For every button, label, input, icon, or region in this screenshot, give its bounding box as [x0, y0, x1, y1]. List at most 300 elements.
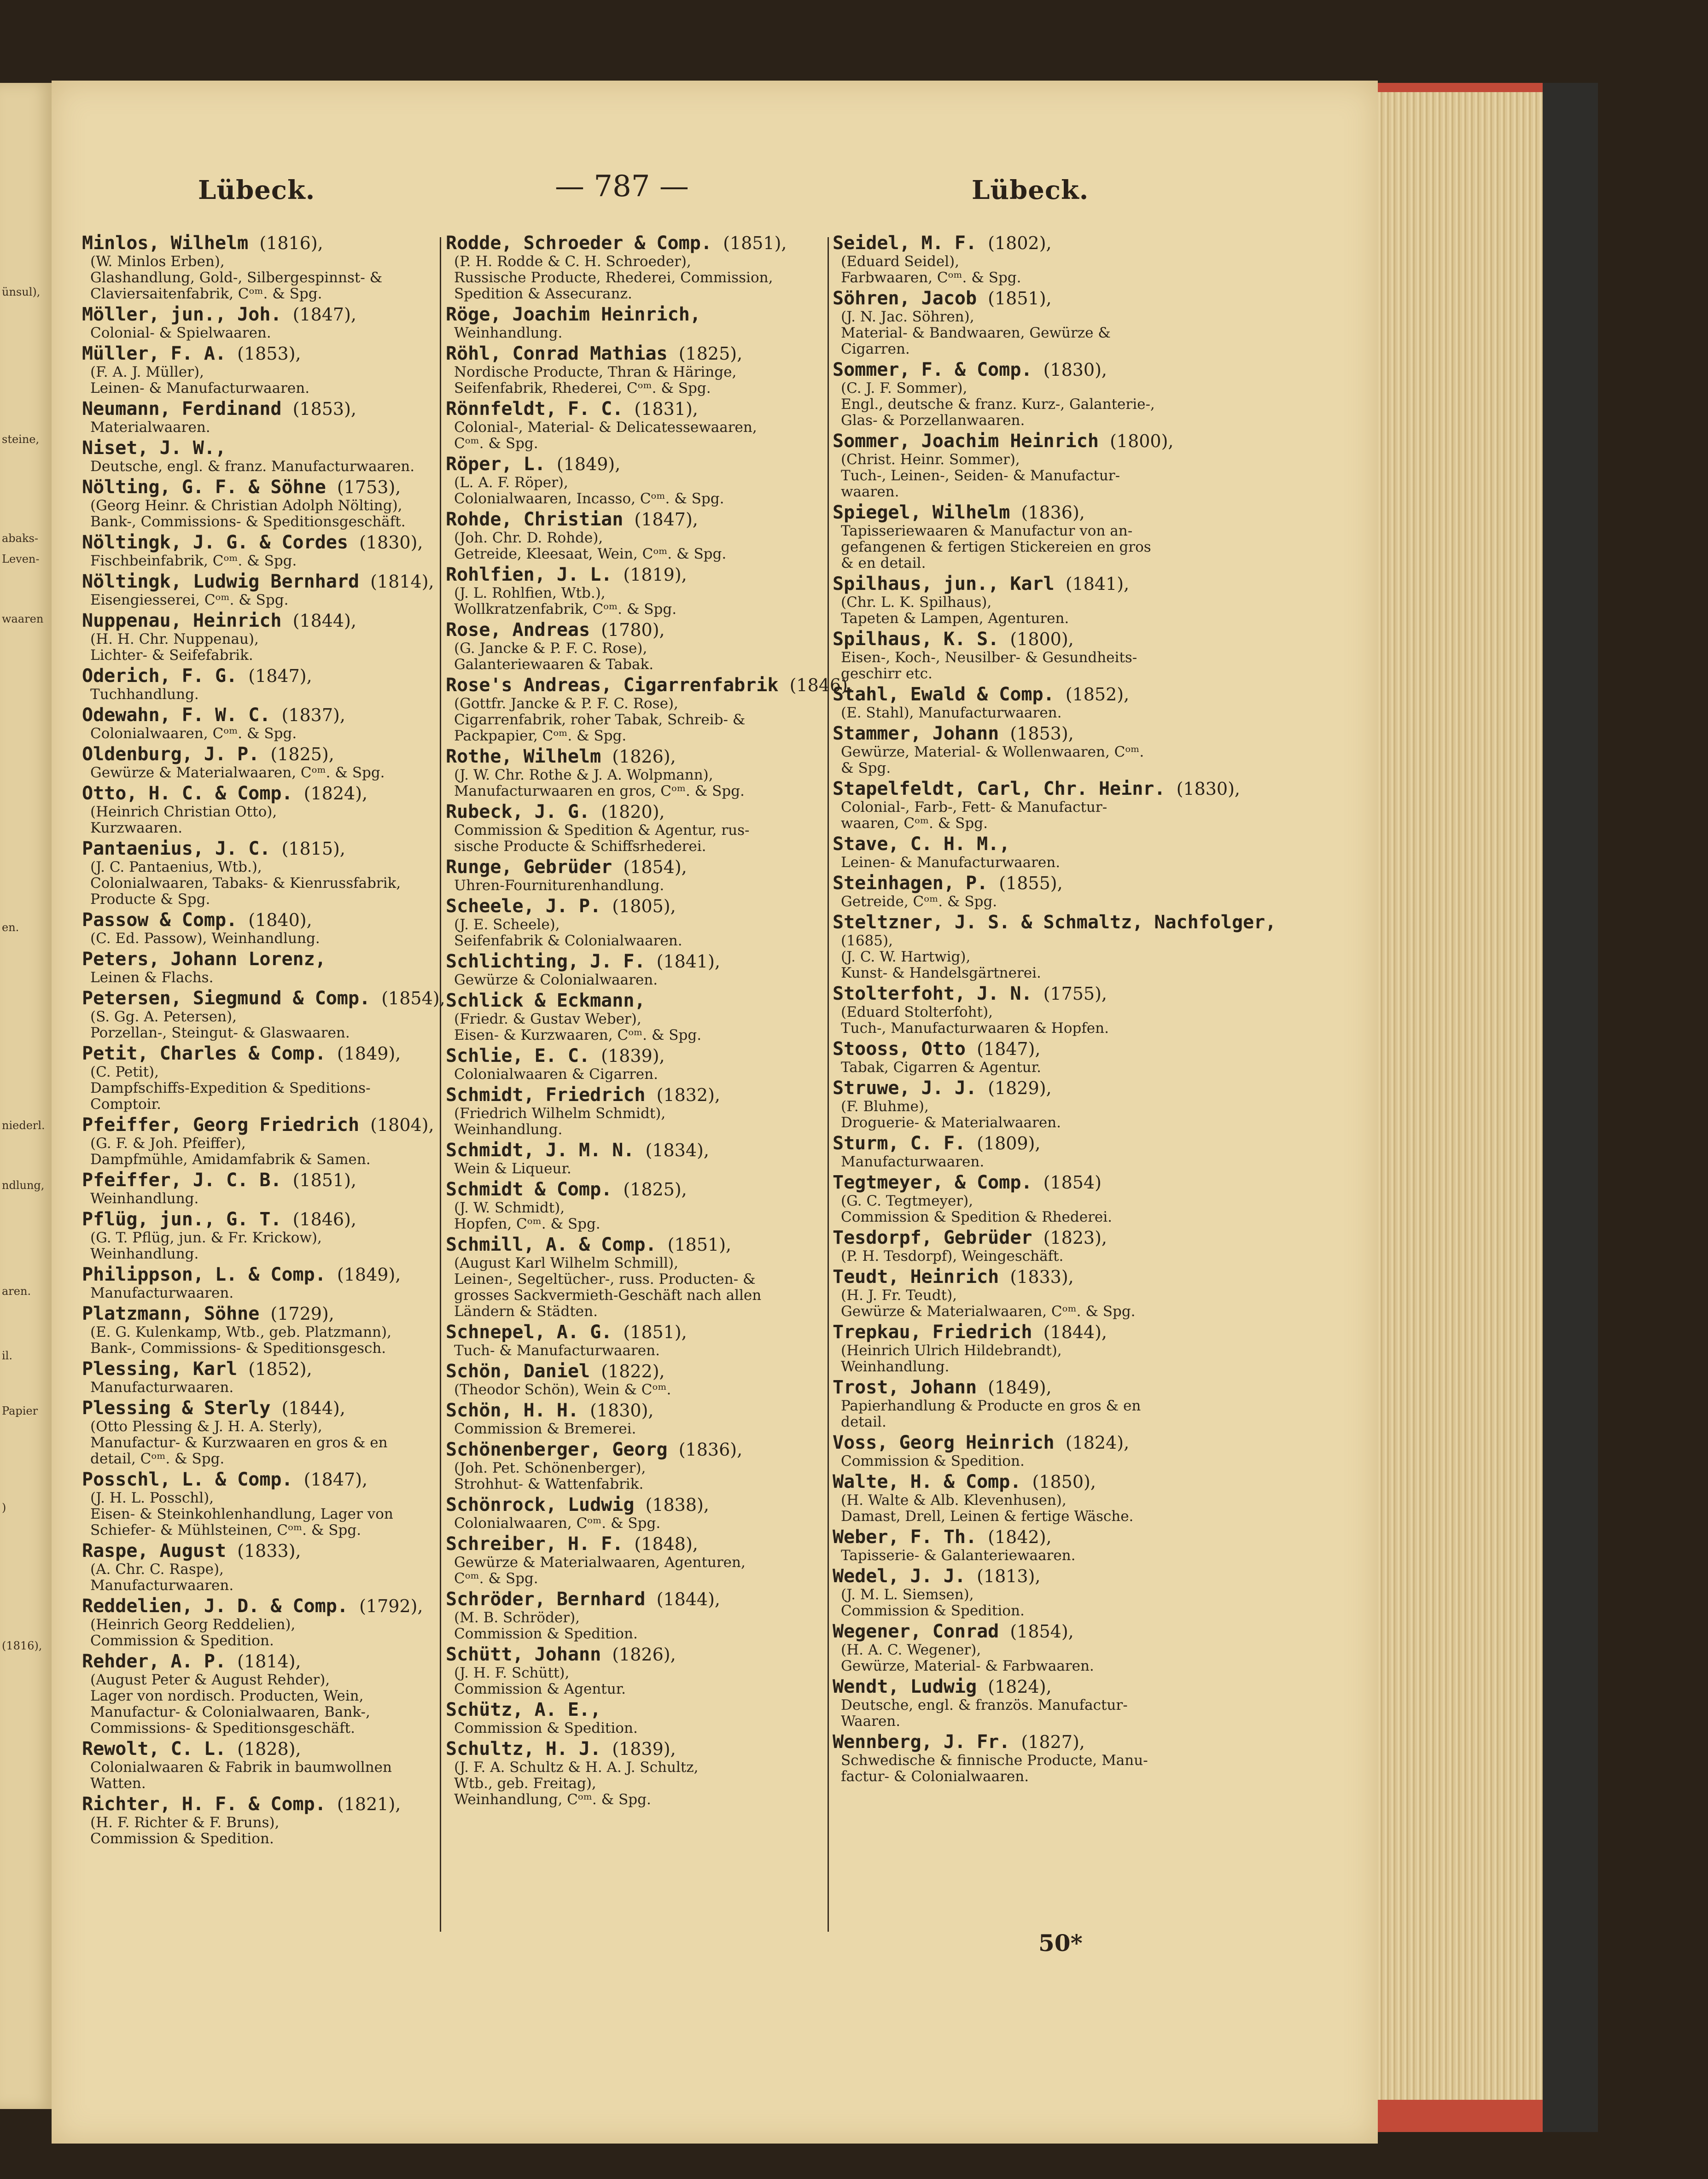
- firm-name: Schütt, Johann: [446, 1644, 601, 1665]
- entry-detail: Seifenfabrik & Colonialwaaren.: [454, 932, 682, 949]
- entry-detail: Hopfen, Cᵒᵐ. & Spg.: [454, 1216, 600, 1232]
- firm-name: Rose's Andreas, Cigarrenfabrik: [446, 675, 779, 696]
- entry-detail: (C. Petit),: [90, 1064, 159, 1080]
- entry-detail: Kurzwaaren.: [90, 820, 183, 836]
- directory-entry: [446, 1589, 823, 1642]
- directory-entry: [446, 343, 823, 396]
- directory-entry: [82, 783, 437, 836]
- entry-detail: Leinen- & Manufacturwaaren.: [841, 854, 1061, 871]
- entry-detail: Gewürze & Materialwaaren, Cᵒᵐ. & Spg.: [841, 1303, 1136, 1320]
- entry-detail: (J. M. L. Siemsen),: [841, 1586, 974, 1603]
- firm-name: Nöltingk, Ludwig Bernhard: [82, 571, 360, 592]
- entry-name: [833, 873, 1219, 894]
- directory-entry: [82, 437, 437, 475]
- founding-year: (1842),: [988, 1527, 1052, 1547]
- directory-entry: [833, 1432, 1219, 1469]
- entry-detail: Gewürze & Colonialwaaren.: [454, 972, 658, 988]
- entry-detail: Cigarren.: [841, 341, 910, 357]
- entry-detail: Uhren-Fourniturenhandlung.: [454, 877, 665, 894]
- entry-name: [833, 1322, 1219, 1343]
- founding-year: (1849),: [337, 1264, 401, 1285]
- entry-detail: Deutsche, engl. & französ. Manufactur-: [841, 1697, 1128, 1713]
- entry-detail: & en detail.: [841, 555, 926, 571]
- entry-detail: (Eduard Seidel),: [841, 253, 960, 270]
- directory-entry: [82, 571, 437, 608]
- directory-entry: [82, 343, 437, 396]
- entry-name: [833, 723, 1219, 744]
- entry-detail: Commission & Spedition.: [454, 1626, 638, 1642]
- directory-entry: [446, 801, 823, 855]
- left-page-sliver: [0, 83, 54, 2109]
- founding-year: (1800),: [1110, 431, 1174, 451]
- entry-detail: waaren, Cᵒᵐ. & Spg.: [841, 815, 988, 832]
- founding-year: (1800),: [1010, 629, 1074, 649]
- entry-detail: Manufacturwaaren.: [90, 1379, 234, 1396]
- entry-name: [446, 1699, 823, 1720]
- firm-name: Trepkau, Friedrich: [833, 1322, 1032, 1343]
- firm-name: Schultz, H. J.: [446, 1738, 601, 1760]
- entry-name: [833, 1731, 1219, 1753]
- entry-detail: Wein & Liqueur.: [454, 1160, 571, 1177]
- entry-name: [82, 1738, 437, 1760]
- firm-name: Otto, H. C. & Comp.: [82, 783, 293, 804]
- founding-year: (1844),: [292, 611, 357, 631]
- entry-detail: (H. H. Chr. Nuppenau),: [90, 631, 259, 647]
- entry-name: [82, 610, 437, 631]
- entry-detail: Dampfmühle, Amidamfabrik & Samen.: [90, 1151, 371, 1168]
- entry-detail: (Joh. Chr. D. Rohde),: [454, 530, 603, 546]
- entry-name: [833, 1266, 1219, 1288]
- entry-name: [446, 1322, 823, 1343]
- directory-entry: [82, 1043, 437, 1113]
- entry-detail: Schwedische & finnische Producte, Manu-: [841, 1752, 1148, 1769]
- entry-detail: geschirr etc.: [841, 665, 933, 682]
- margin-fragment: aren.: [2, 1285, 31, 1298]
- entry-detail: Glas- & Porzellanwaaren.: [841, 412, 1025, 429]
- founding-year: (1847),: [977, 1039, 1041, 1059]
- entry-detail: Packpapier, Cᵒᵐ. & Spg.: [454, 728, 627, 744]
- entry-detail: (E. G. Kulenkamp, Wtb., geb. Platzmann),: [90, 1324, 391, 1340]
- firm-name: Röper, L.: [446, 454, 546, 475]
- firm-name: Plessing & Sterly: [82, 1398, 271, 1419]
- firm-name: Schönenberger, Georg: [446, 1439, 668, 1460]
- entry-detail: Commission & Spedition & Agentur, rus-: [454, 822, 750, 839]
- entry-detail: Leinen & Flachs.: [90, 969, 214, 986]
- entry-name: [446, 1140, 823, 1161]
- firm-name: Schlie, E. C.: [446, 1045, 590, 1066]
- page-number: — 787 —: [555, 169, 689, 204]
- entry-detail: Fischbeinfabrik, Cᵒᵐ. & Spg.: [90, 553, 297, 569]
- firm-name: Schlick & Eckmann,: [446, 990, 646, 1011]
- entry-detail: Tapeten & Lampen, Agenturen.: [841, 610, 1069, 627]
- firm-name: Pflüg, jun., G. T.: [82, 1209, 282, 1230]
- directory-entry: [833, 1133, 1219, 1170]
- directory-entry: [446, 619, 823, 673]
- entry-detail: factur- & Colonialwaaren.: [841, 1768, 1029, 1785]
- entry-detail: (W. Minlos Erben),: [90, 253, 225, 270]
- firm-name: Voss, Georg Heinrich: [833, 1432, 1055, 1453]
- entry-name: [833, 502, 1219, 523]
- header-right: Lübeck.: [972, 175, 1089, 205]
- entry-name: [446, 619, 823, 641]
- entry-detail: Bank-, Commissions- & Speditionsgesch.: [90, 1340, 386, 1357]
- founding-year: (1792),: [359, 1596, 423, 1616]
- margin-fragment: en.: [2, 921, 19, 934]
- entry-detail: Wtb., geb. Freitag),: [454, 1775, 596, 1792]
- entry-name: [82, 1596, 437, 1617]
- entry-detail: (J. W. Chr. Rothe & J. A. Wolpmann),: [454, 767, 713, 783]
- firm-name: Schreiber, H. F.: [446, 1533, 624, 1555]
- firm-name: Walte, H. & Comp.: [833, 1471, 1021, 1492]
- entry-detail: Commission & Bremerei.: [454, 1421, 636, 1437]
- entry-detail: (Heinrich Georg Reddelien),: [90, 1616, 296, 1633]
- directory-entry: [446, 1234, 823, 1320]
- entry-detail: Colonialwaaren, Cᵒᵐ. & Spg.: [454, 1515, 661, 1532]
- firm-name: Wedel, J. J.: [833, 1566, 966, 1587]
- directory-entry: [833, 1266, 1219, 1320]
- directory-entry: [833, 723, 1219, 776]
- founding-year: (1829),: [988, 1078, 1052, 1098]
- directory-entry: [82, 909, 437, 947]
- founding-year: (1840),: [248, 910, 312, 930]
- entry-name: [446, 896, 823, 917]
- entry-detail: (Heinrich Ulrich Hildebrandt),: [841, 1342, 1062, 1359]
- entry-name: [82, 1303, 437, 1324]
- entry-detail: Russische Producte, Rhederei, Commission,: [454, 269, 773, 286]
- margin-fragment: Papier: [2, 1404, 38, 1417]
- firm-name: Schön, H. H.: [446, 1400, 579, 1421]
- entry-name: [82, 988, 445, 1009]
- entry-detail: Commission & Spedition.: [90, 1830, 274, 1847]
- founding-year: (1825),: [623, 1179, 687, 1200]
- directory-entry: [446, 454, 823, 507]
- firm-name: Minlos, Wilhelm: [82, 233, 249, 254]
- firm-name: Schmidt, Friedrich: [446, 1084, 646, 1106]
- entry-detail: Nordische Producte, Thran & Häringe,: [454, 364, 737, 380]
- firm-name: Stapelfeldt, Carl, Chr. Heinr.: [833, 778, 1166, 799]
- firm-name: Platzmann, Söhne: [82, 1303, 260, 1324]
- founding-year: (1841),: [1065, 574, 1130, 594]
- entry-detail: (G. T. Pflüg, jun. & Fr. Krickow),: [90, 1229, 322, 1246]
- entry-detail: Weinhandlung.: [841, 1358, 950, 1375]
- entry-name: [446, 1400, 823, 1421]
- directory-entry: [446, 675, 853, 744]
- directory-entry: [446, 951, 823, 988]
- entry-detail: Manufacturwaaren en gros, Cᵒᵐ. & Spg.: [454, 783, 745, 799]
- entry-detail: (Otto Plessing & J. H. A. Sterly),: [90, 1418, 322, 1435]
- firm-name: Pfeiffer, Georg Friedrich: [82, 1114, 360, 1136]
- book-spine: [1543, 83, 1598, 2132]
- directory-entry: [446, 1084, 823, 1138]
- entry-name: [82, 437, 437, 459]
- founding-year: (1824),: [988, 1677, 1052, 1697]
- entry-detail: (C. J. F. Sommer),: [841, 380, 968, 396]
- entry-detail: Manufacturwaaren.: [841, 1154, 985, 1170]
- entry-name: [833, 1566, 1219, 1587]
- firm-name: Sommer, F. & Comp.: [833, 359, 1032, 380]
- entry-detail: Damast, Drell, Leinen & fertige Wäsche.: [841, 1508, 1134, 1525]
- directory-entry: [833, 1227, 1219, 1264]
- firm-name: Wendt, Ludwig: [833, 1676, 977, 1697]
- entry-detail: Porzellan-, Steingut- & Glaswaaren.: [90, 1025, 350, 1041]
- entry-detail: & Spg.: [841, 760, 891, 776]
- entry-name: [446, 304, 823, 325]
- entry-detail: Weinhandlung.: [90, 1190, 199, 1207]
- entry-detail: (Friedr. & Gustav Weber),: [454, 1011, 641, 1027]
- entry-detail: (H. Walte & Alb. Klevenhusen),: [841, 1492, 1067, 1509]
- entry-detail: gefangenen & fertigen Stickereien en gros: [841, 539, 1151, 555]
- directory-entry: [446, 1400, 823, 1437]
- entry-detail: (Joh. Pet. Schönenberger),: [454, 1460, 646, 1476]
- directory-entry: [82, 1264, 437, 1301]
- founding-year: (1838),: [645, 1495, 709, 1515]
- entry-detail: (F. A. J. Müller),: [90, 364, 204, 380]
- margin-fragment: waaren: [2, 612, 44, 625]
- firm-name: Tesdorpf, Gebrüder: [833, 1227, 1032, 1248]
- entry-name: [446, 233, 823, 254]
- margin-fragment: ndlung,: [2, 1179, 45, 1192]
- founding-year: (1729),: [270, 1304, 334, 1324]
- founding-year: (1847),: [303, 1469, 368, 1490]
- entry-detail: waaren.: [841, 484, 899, 500]
- founding-year: (1851),: [667, 1235, 732, 1255]
- founding-year: (1854),: [623, 857, 687, 877]
- directory-entry: [833, 288, 1219, 357]
- directory-column-2: [446, 233, 853, 1810]
- directory-entry: [82, 304, 437, 341]
- entry-detail: Gewürze & Materialwaaren, Agenturen,: [454, 1554, 746, 1571]
- signature-mark: 50*: [1038, 1929, 1083, 1957]
- entry-detail: Lager von nordisch. Producten, Wein,: [90, 1688, 364, 1704]
- entry-name: [833, 1172, 1219, 1193]
- margin-fragment: (1816),: [2, 1639, 42, 1652]
- entry-name: [833, 629, 1219, 650]
- entry-name: [446, 856, 823, 878]
- founding-year: (1853),: [292, 399, 357, 419]
- entry-detail: (A. Chr. C. Raspe),: [90, 1561, 224, 1578]
- founding-year: (1855),: [999, 873, 1063, 893]
- directory-entry: [833, 1566, 1219, 1619]
- entry-detail: Bank-, Commissions- & Speditionsgeschäft.: [90, 513, 406, 530]
- directory-entry: [82, 1651, 437, 1736]
- entry-name: [833, 833, 1219, 855]
- entry-name: [446, 675, 853, 696]
- entry-detail: (Gottfr. Jancke & P. F. C. Rose),: [454, 695, 678, 712]
- directory-entry: [833, 983, 1219, 1037]
- entry-detail: Commission & Spedition.: [454, 1720, 638, 1736]
- entry-detail: Eisen- & Kurzwaaren, Cᵒᵐ. & Spg.: [454, 1027, 702, 1043]
- entry-detail: Tuch-, Leinen-, Seiden- & Manufactur-: [841, 467, 1120, 484]
- entry-name: [82, 949, 437, 970]
- founding-year: (1802),: [988, 233, 1052, 253]
- entry-detail: (Christ. Heinr. Sommer),: [841, 451, 1020, 468]
- entry-detail: Colonial-, Material- & Delicatessewaaren,: [454, 419, 757, 436]
- founding-year: (1833),: [1010, 1267, 1074, 1287]
- directory-entry: [82, 1358, 437, 1396]
- entry-detail: (H. J. Fr. Teudt),: [841, 1287, 957, 1304]
- entry-detail: (Heinrich Christian Otto),: [90, 804, 277, 820]
- firm-name: Spiegel, Wilhelm: [833, 502, 1010, 523]
- founding-year: (1828),: [237, 1739, 301, 1759]
- entry-name: [446, 564, 823, 585]
- entry-detail: (Eduard Stolterfoht),: [841, 1004, 993, 1020]
- entry-name: [82, 571, 437, 592]
- entry-name: [446, 1234, 823, 1255]
- directory-entry: [833, 573, 1219, 627]
- directory-entry: [446, 1699, 823, 1736]
- directory-entry: [82, 665, 437, 703]
- firm-name: Söhren, Jacob: [833, 288, 977, 309]
- firm-name: Raspe, August: [82, 1540, 227, 1561]
- entry-detail: Manufactur- & Colonialwaaren, Bank-,: [90, 1704, 370, 1720]
- founding-year: (1836),: [1021, 502, 1085, 523]
- directory-entry: [446, 398, 823, 452]
- founding-year: (1851),: [723, 233, 787, 253]
- entry-name: [833, 778, 1240, 799]
- founding-year: (1830),: [1176, 779, 1240, 799]
- founding-year: (1780),: [601, 620, 665, 640]
- entry-name: [82, 477, 437, 498]
- firm-name: Schütz, A. E.,: [446, 1699, 601, 1720]
- entry-name: [82, 343, 437, 364]
- directory-entry: [446, 304, 823, 341]
- directory-entry: [446, 1322, 823, 1359]
- entry-detail: Materialwaaren.: [90, 419, 210, 436]
- directory-entry: [82, 532, 437, 569]
- entry-detail: Weinhandlung.: [454, 1121, 563, 1138]
- entry-name: [833, 684, 1219, 705]
- page-edges: [1345, 92, 1566, 2100]
- founding-year: (1846),: [789, 675, 853, 695]
- entry-detail: Papierhandlung & Producte en gros & en: [841, 1398, 1141, 1414]
- founding-year: (1823),: [1043, 1228, 1108, 1248]
- directory-entry: [833, 1172, 1219, 1225]
- entry-name: [82, 1651, 437, 1672]
- founding-year: (1816),: [259, 233, 323, 253]
- founding-year: (1809),: [977, 1133, 1041, 1154]
- directory-entry: [833, 431, 1219, 500]
- directory-entry: [82, 233, 437, 302]
- entry-name: [446, 1644, 823, 1665]
- entry-detail: Glashandlung, Gold-, Silbergespinnst- &: [90, 269, 383, 286]
- founding-year: (1755),: [1043, 984, 1108, 1004]
- firm-name: Rehder, A. P.: [82, 1651, 227, 1672]
- entry-name: [833, 1621, 1219, 1642]
- entry-name: [446, 1045, 823, 1066]
- firm-name: Philippson, L. & Comp.: [82, 1264, 326, 1285]
- entry-detail: (August Peter & August Rehder),: [90, 1672, 330, 1688]
- entry-name: [833, 288, 1219, 309]
- entry-detail: Waaren.: [841, 1713, 901, 1730]
- margin-fragment: steine,: [2, 433, 40, 446]
- founding-year: (1830),: [359, 532, 423, 553]
- firm-name: Seidel, M. F.: [833, 233, 977, 254]
- entry-detail: (J. C. Pantaenius, Wtb.),: [90, 859, 262, 875]
- founding-year: (1821),: [337, 1794, 401, 1814]
- firm-name: Spilhaus, K. S.: [833, 629, 999, 650]
- founding-year: (1826),: [612, 1644, 676, 1665]
- directory-entry: [833, 1676, 1219, 1730]
- firm-name: Rohde, Christian: [446, 509, 624, 530]
- entry-detail: Tapisseriewaaren & Manufactur von an-: [841, 523, 1133, 539]
- entry-detail: Colonialwaaren, Cᵒᵐ. & Spg.: [90, 725, 297, 742]
- entry-name: [446, 801, 823, 822]
- directory-entry: [82, 1738, 437, 1792]
- entry-detail: (J. F. A. Schultz & H. A. J. Schultz,: [454, 1759, 699, 1776]
- directory-entry: [833, 1731, 1219, 1785]
- entry-name: [833, 431, 1219, 452]
- directory-entry: [82, 1209, 437, 1262]
- founding-year: (1804),: [370, 1115, 434, 1135]
- directory-entry: [82, 705, 437, 742]
- firm-name: Weber, F. Th.: [833, 1526, 977, 1548]
- entry-name: [82, 909, 437, 931]
- directory-entry: [446, 990, 823, 1043]
- entry-detail: Galanteriewaaren & Tabak.: [454, 656, 654, 673]
- entry-name: [82, 783, 437, 804]
- entry-name: [446, 1738, 823, 1760]
- directory-entry: [446, 856, 823, 894]
- directory-entry: [446, 1738, 823, 1808]
- entry-detail: Weinhandlung.: [90, 1246, 199, 1262]
- entry-name: [446, 509, 823, 530]
- entry-name: [833, 1432, 1219, 1453]
- founding-year: (1836),: [678, 1439, 743, 1460]
- firm-name: Neumann, Ferdinand: [82, 398, 282, 419]
- entry-detail: Getreide, Cᵒᵐ. & Spg.: [841, 893, 997, 910]
- directory-entry: [82, 1303, 437, 1357]
- founding-year: (1852),: [1065, 684, 1130, 705]
- directory-entry: [446, 1140, 823, 1177]
- entry-name: [82, 1209, 437, 1230]
- entry-name: [833, 1078, 1219, 1099]
- founding-year: (1854): [1043, 1172, 1102, 1193]
- entry-name: [446, 343, 823, 364]
- entry-detail: Cᵒᵐ. & Spg.: [454, 1570, 538, 1587]
- founding-year: (1834),: [645, 1140, 709, 1160]
- directory-entry: [82, 1398, 437, 1467]
- entry-detail: Manufactur- & Kurzwaaren en gros & en: [90, 1434, 388, 1451]
- entry-detail: Ländern & Städten.: [454, 1303, 598, 1320]
- entry-detail: (Chr. L. K. Spilhaus),: [841, 594, 992, 611]
- entry-detail: Weinhandlung.: [454, 325, 563, 341]
- directory-entry: [82, 1540, 437, 1594]
- firm-name: Richter, H. F. & Comp.: [82, 1794, 326, 1815]
- founding-year: (1830),: [1043, 360, 1108, 380]
- entry-detail: Commission & Spedition.: [841, 1453, 1025, 1469]
- firm-name: Nuppenau, Heinrich: [82, 610, 282, 631]
- founding-year: (1837),: [281, 705, 345, 725]
- firm-name: Tegtmeyer, & Comp.: [833, 1172, 1032, 1193]
- entry-detail: (S. Gg. A. Petersen),: [90, 1008, 237, 1025]
- directory-entry: [833, 502, 1219, 571]
- directory-entry: [82, 398, 437, 436]
- directory-entry: [82, 949, 437, 986]
- directory-column-1: [82, 233, 445, 1849]
- entry-name: [82, 1540, 437, 1561]
- entry-detail: (J. W. Schmidt),: [454, 1200, 565, 1216]
- directory-entry: [446, 1494, 823, 1532]
- entry-detail: Spedition & Assecuranz.: [454, 285, 632, 302]
- entry-name: [446, 1084, 823, 1106]
- founding-year: (1813),: [977, 1566, 1041, 1586]
- entry-detail: (August Karl Wilhelm Schmill),: [454, 1255, 678, 1271]
- founding-year: (1854),: [1010, 1621, 1074, 1642]
- entry-detail: Deutsche, engl. & franz. Manufacturwaaren.: [90, 458, 415, 475]
- entry-detail: Commission & Spedition & Rhederei.: [841, 1209, 1113, 1225]
- founding-year: (1844),: [281, 1398, 345, 1418]
- firm-name: Rewolt, C. L.: [82, 1738, 227, 1760]
